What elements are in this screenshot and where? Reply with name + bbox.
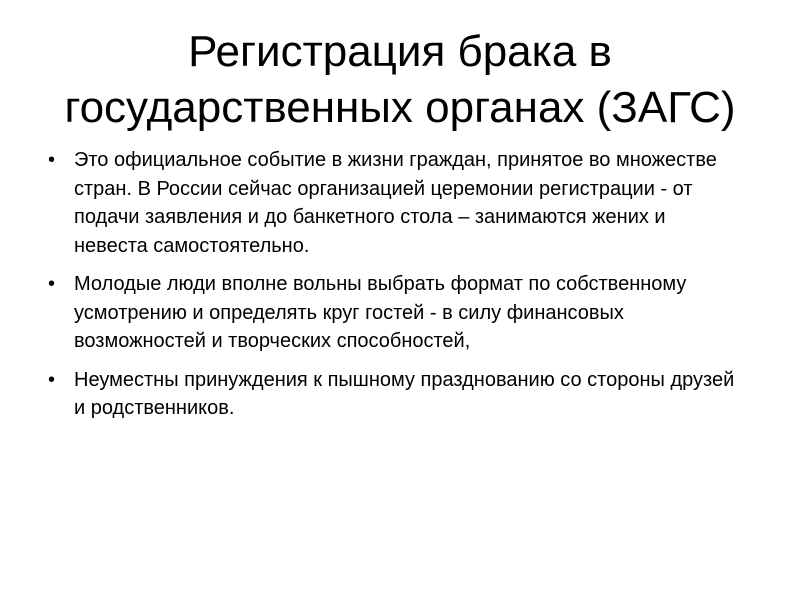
bullet-dot-icon: •	[48, 149, 56, 171]
bullet-item	[46, 366, 736, 423]
bullet-text: Молодые люди вполне вольны выбрать формат по собственному усмотрению и определять круг гостей - в силу финансовых возможностей и творческих способностей,	[74, 273, 687, 352]
bullet-text: Это официальное событие в жизни граждан, принятое во множестве стран. В России сейчас организацией церемонии регистрации - от подачи заявления и до банкетного стола – занимаются жених и невеста самостоятельно.	[74, 149, 717, 257]
slide-title: Регистрация брака в государственных органах (ЗАГС)	[64, 27, 736, 132]
bullet-dot-icon: •	[48, 368, 56, 391]
bullet-item	[46, 270, 736, 356]
bullet-item	[46, 146, 736, 260]
bullet-text: Неуместны принуждения к пышному празднованию со стороны друзей и родственников.	[74, 368, 735, 419]
bullet-dot-icon: •	[48, 273, 56, 295]
bullet-list	[46, 146, 736, 433]
